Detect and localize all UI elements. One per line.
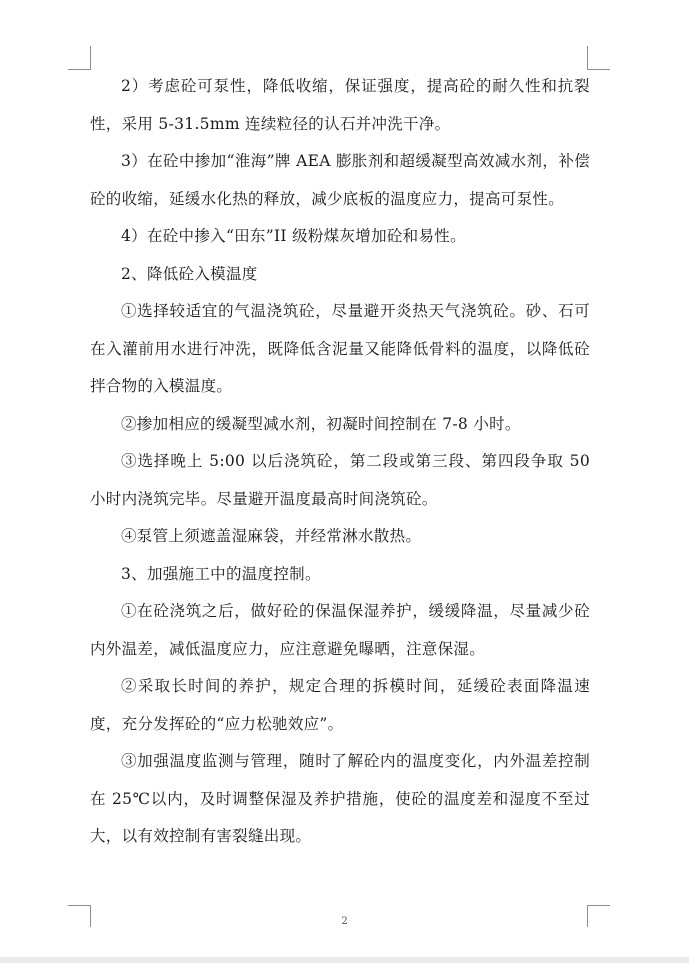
paragraph: ③加强温度监测与管理，随时了解砼内的温度变化，内外温差控制在 25℃以内，及时调整保湿及养护措施，使砼的温度差和湿度不至过大，以有效控制有害裂缝出现。 <box>90 752 590 845</box>
paragraph: 2）考虑砼可泵性，降低收缩，保证强度，提高砼的耐久性和抗裂性，采用 5-31.5mm 连续粒径的认石并冲洗干净。 <box>90 77 590 133</box>
document-body <box>90 68 590 856</box>
page-gap <box>0 957 689 963</box>
paragraph: ①选择较适宜的气温浇筑砼，尽量避开炎热天气浇筑砼。砂、石可在入灌前用水进行冲洗，既降低含泥量又能降低骨料的温度，以降低砼拌合物的入模温度。 <box>90 302 590 395</box>
paragraph: ③选择晚上 5:00 以后浇筑砼，第二段或第三段、第四段争取 50 小时内浇筑完毕。尽量避开温度最高时间浇筑砼。 <box>90 452 590 508</box>
paragraph: ②采取长时间的养护，规定合理的拆模时间，延缓砼表面降温速度，充分发挥砼的“应力松驰效应”。 <box>90 677 590 733</box>
paragraph: 4）在砼中掺入“田东”II 级粉煤灰增加砼和易性。 <box>121 227 466 245</box>
page-number: 2 <box>341 916 348 927</box>
section-heading: 2、降低砼入模温度 <box>121 264 258 283</box>
paragraph: ④泵管上须遮盖湿麻袋，并经常淋水散热。 <box>121 527 422 545</box>
paragraph: ①在砼浇筑之后，做好砼的保温保湿养护，缓缓降温，尽量减少砼内外温差，减低温度应力，应注意避免曝晒，注意保湿。 <box>90 602 590 658</box>
section-heading: 3、加强施工中的温度控制。 <box>121 564 321 583</box>
paragraph: 3）在砼中掺加“淮海”牌 AEA 膨胀剂和超缓凝型高效减水剂，补偿砼的收缩，延缓水化热的释放，减少底板的温度应力，提高可泵性。 <box>90 152 590 208</box>
paragraph: ②掺加相应的缓凝型减水剂，初凝时间控制在 7-8 小时。 <box>121 414 521 433</box>
